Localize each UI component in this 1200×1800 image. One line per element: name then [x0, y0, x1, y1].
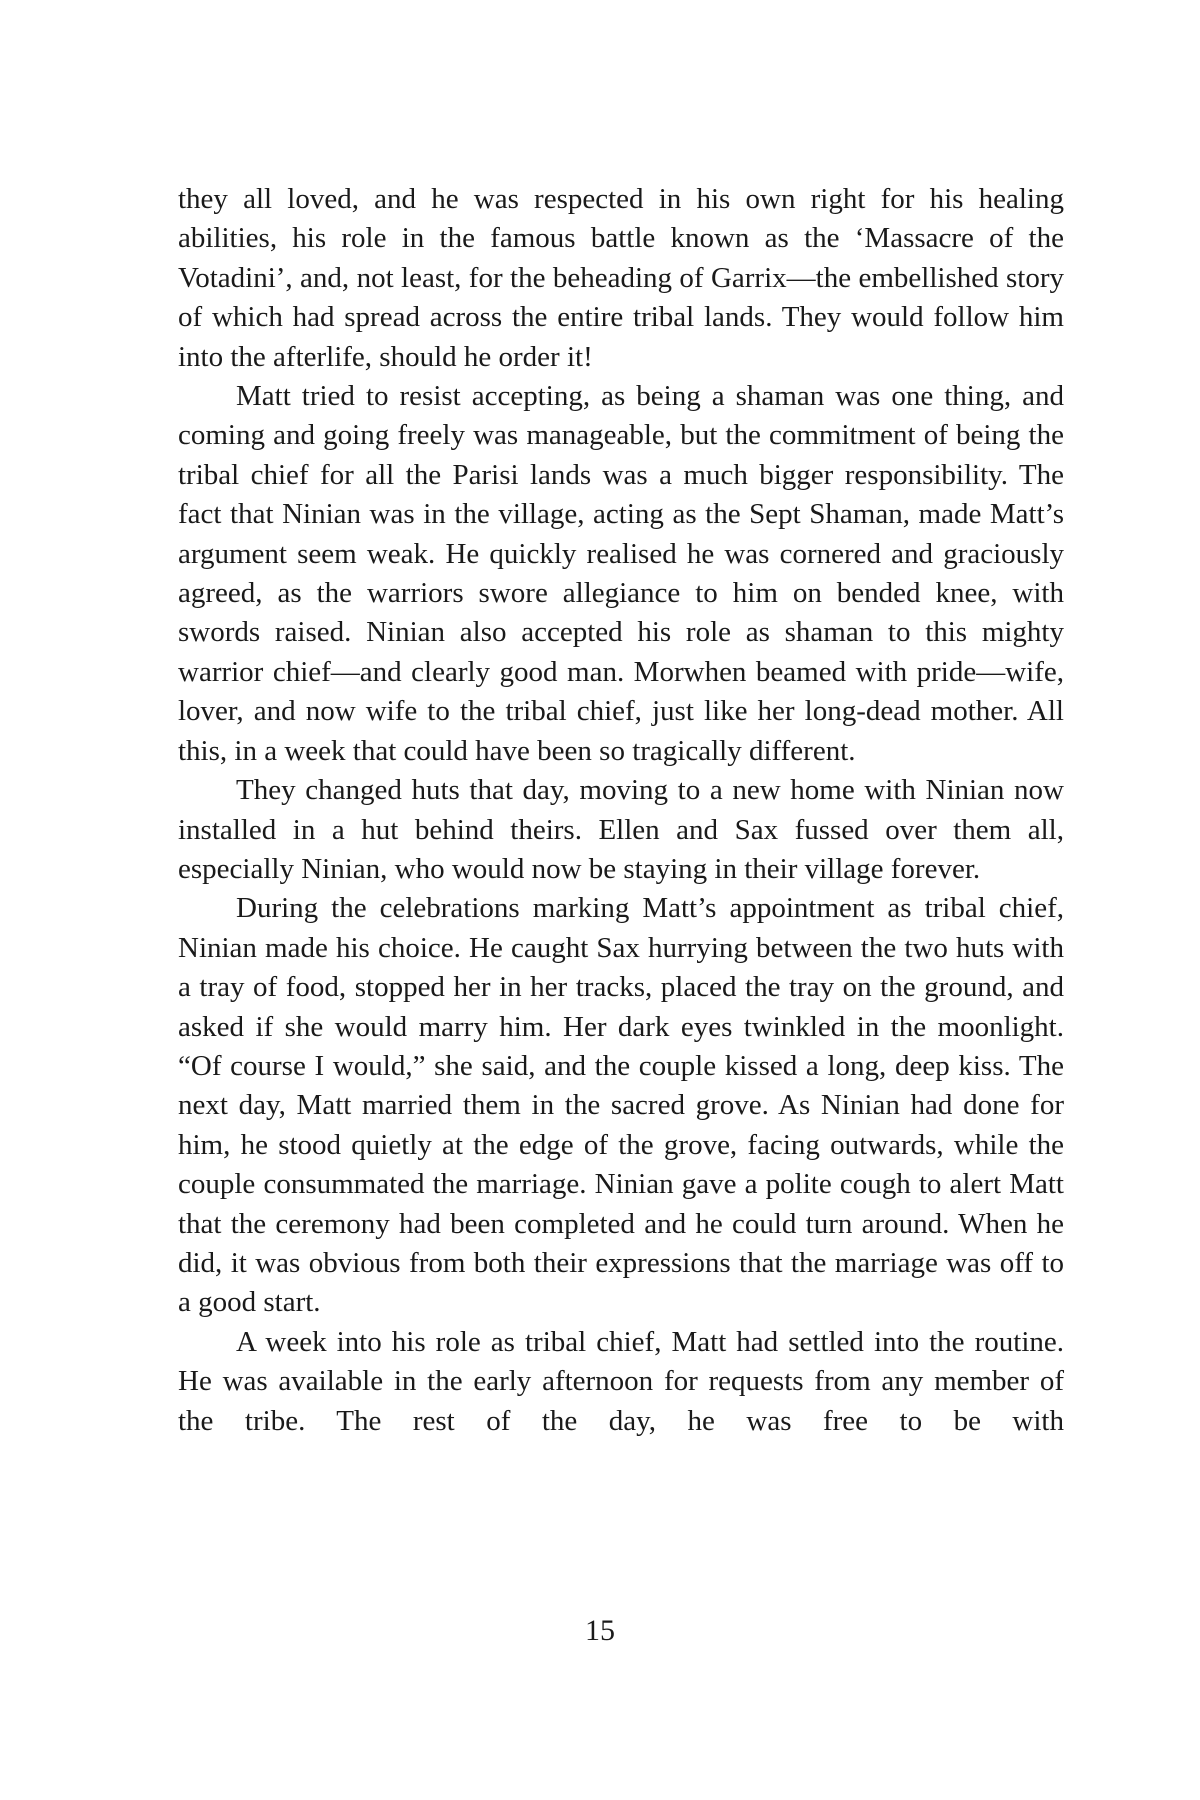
paragraph-3: They changed huts that day, moving to a new home with Ninian now installed in a hut behind theirs. Ellen and Sax fussed over them all, especially Ninian, who would now be staying in their village forever.: [178, 774, 1064, 885]
paragraph-5: A week into his role as tribal chief, Matt had settled into the routine. He was available in the early afternoon for requests from any member of the tribe. The rest of the day, he was free to be with: [178, 1325, 1064, 1437]
page-number: 15: [585, 1614, 615, 1647]
body-text: [178, 180, 1064, 1441]
paragraph-4: During the celebrations marking Matt’s appointment as tribal chief, Ninian made his choice. He caught Sax hurrying between the two huts with a tray of food, stopped her in her tracks, placed the tray on the ground, and asked if she would marry him. Her dark eyes twinkled in the moonlight. “Of course I would,” she said, and the couple kissed a long, deep kiss. The next day, Matt married them in the sacred grove. As Ninian had done for him, he stood quietly at the edge of the grove, facing outwards, while the couple consummated the marriage. Ninian gave a polite cough to alert Matt that the ceremony had been completed and he could turn around. When he did, it was obvious from both their expressions that the marriage was off to a good start.: [178, 892, 1064, 1319]
paragraph-2: Matt tried to resist accepting, as being a shaman was one thing, and coming and going freely was manageable, but the commitment of being the tribal chief for all the Parisi lands was a much bigger responsibility. The fact that Ninian was in the village, acting as the Sept Shaman, made Matt’s argument seem weak. He quickly realised he was cornered and graciously agreed, as the warriors swore allegiance to him on bended knee, with swords raised. Ninian also accepted his role as shaman to this mighty warrior chief—and clearly good man. Morwhen beamed with pride—wife, lover, and now wife to the tribal chief, just like her long-dead mother. All this, in a week that could have been so tragically different.: [178, 380, 1064, 767]
paragraph-1: they all loved, and he was respected in his own right for his healing abilities, his role in the famous battle known as the ‘Massacre of the Votadini’, and, not least, for the beheading of Garrix—the embellished story of which had spread across the entire tribal lands. They would follow him into the afterlife, should he order it!: [178, 183, 1064, 373]
